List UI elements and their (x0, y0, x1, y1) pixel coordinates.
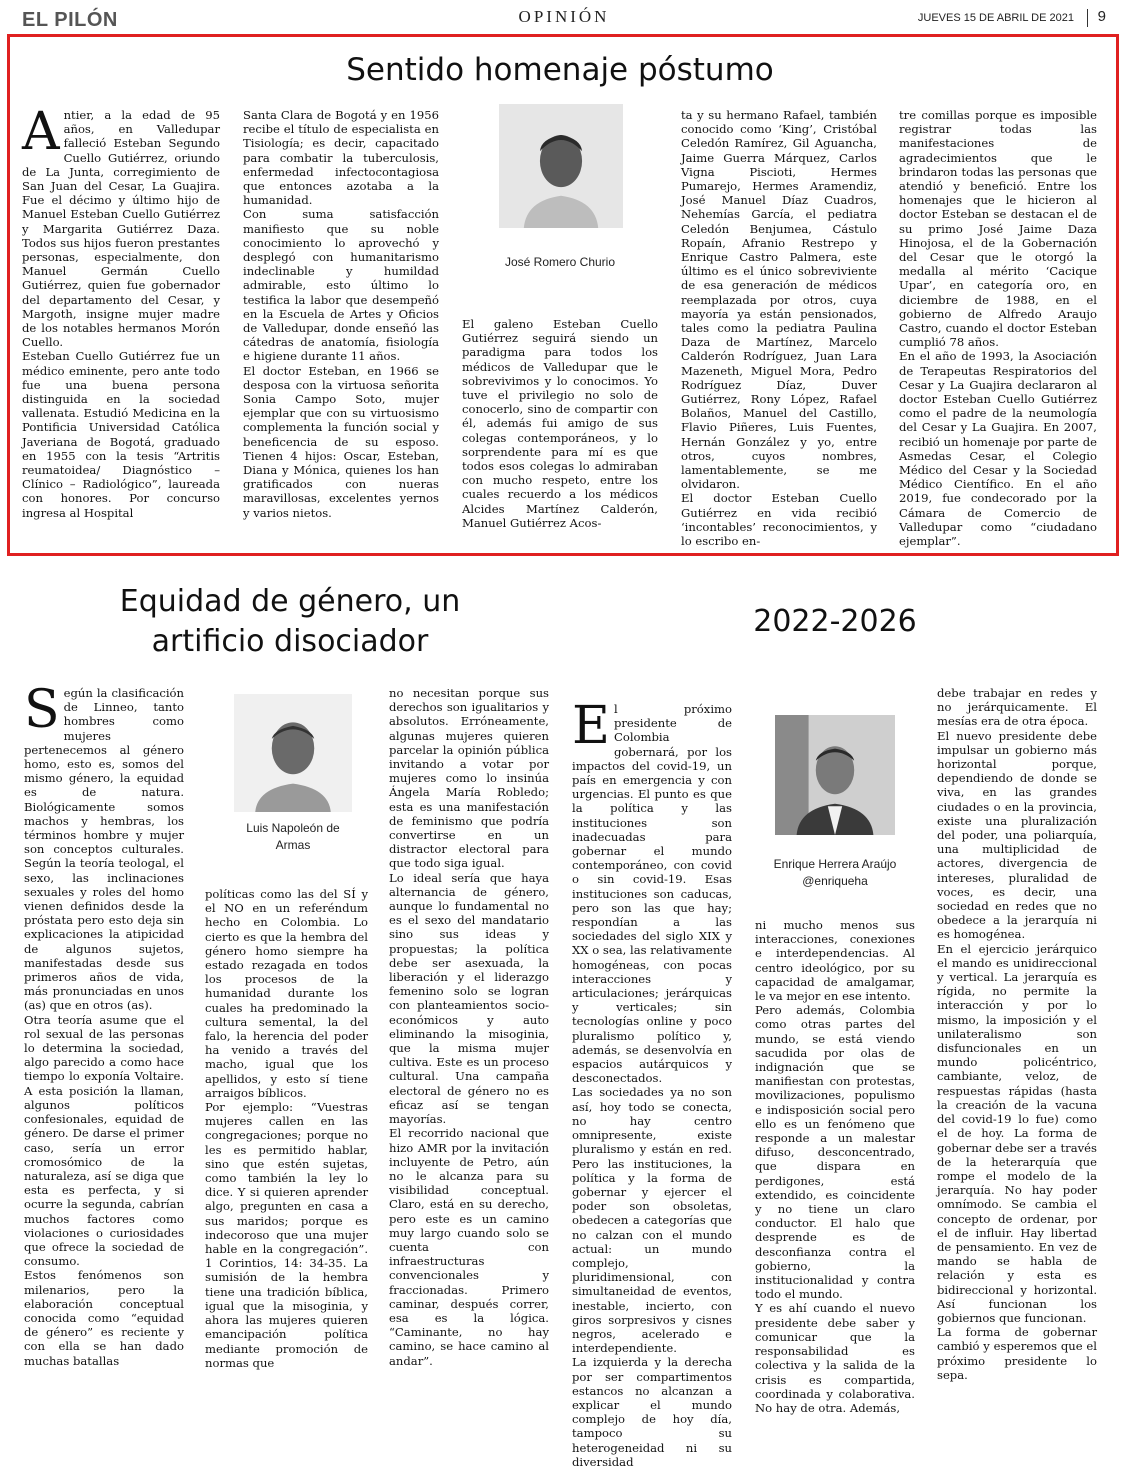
masthead-divider (1087, 9, 1088, 27)
article2-column-2 (205, 887, 368, 1392)
article3-column-3 (937, 686, 1097, 1392)
article1-author: José Romero Churio (504, 255, 616, 269)
paragraph: En el año de 1993, la Asociación de Terapeutas Respiratorios del Cesar y La Guajira declararon al doctor Esteban Cuello Gutiérrez como el padre de la neumología del Cesar y La Guajira. En 2007, recibió un homenaje por parte de Asmedas Cesar, el Colegio Médico del Cesar y la Sociedad Médico Científico. En el año 2019, fue condecorado por la Cámara de Comercio de Valledupar como “ciudadano ejemplar”. (899, 349, 1097, 549)
paragraph: La forma de gobernar cambió y esperemos que el próximo presidente lo sepa. (937, 1325, 1097, 1382)
paragraph: debe trabajar en redes y no jerárquicamente. El mesías era de otra época. (937, 686, 1097, 729)
author-photo-enrique-herrera (775, 715, 895, 835)
article3-column-1 (572, 696, 732, 1469)
paragraph: ni mucho menos sus interacciones, conexiones e interdependencias. Al centro ideológico, por su capacidad de amalgamar, le va mejor en ese intento. (755, 918, 915, 1004)
paragraph: no necesitan porque sus derechos son igualitarios y absolutos. Erróneamente, algunas mujeres quieren parcelar la opinión pública invitando a votar por mujeres como lo insinúa Ángela María Robledo; esta es una manifestación de feminismo que podría convertirse en un distractor electoral para que todo siga igual. (389, 686, 549, 871)
author-photo-luis-napoleon (234, 694, 352, 812)
paragraph: Santa Clara de Bogotá y en 1956 recibe el título de especialista en Tisiología; es decir, capacitado para combatir la tuberculosis, enfermedad infectocontagiosa que entonces azotaba a la humanidad. (243, 108, 439, 208)
portrait-icon (775, 715, 895, 835)
article2-column-1 (24, 680, 184, 1392)
article3-author (760, 856, 910, 890)
article2-author (218, 820, 368, 854)
issue-date: JUEVES 15 DE ABRIL DE 2021 (917, 12, 1074, 24)
portrait-icon (234, 694, 352, 812)
author-name-line: Armas (275, 838, 311, 852)
paragraph: El doctor Esteban, en 1966 se desposa con la virtuosa señorita Sonia Campo Soto, mujer ejemplar que con su virtuosismo complementa la función social y beneficencia de su esposo. Tienen 4 hijos: Oscar, Esteban, Diana y Mónica, quienes los han gratificados con nueras maravillosas, excelentes yernos y varios nietos. (243, 363, 439, 520)
article1-column-5 (899, 108, 1097, 549)
newspaper-logo: EL PILÓN (22, 9, 118, 31)
article1-drop-cap: A (22, 102, 60, 162)
paragraph: Las sociedades ya no son así, hoy todo se conecta, no hay centro omnipresente, existe pluralismo y están en red. Pero las instituciones, la política y la forma de gobernar y ejercer el poder son obsoletas, obedecen a categorías que no calzan con el mundo actual: un mundo complejo, pluridimensional, con simultaneidad de eventos, inestable, incierto, con giros sorpresivos y cisnes negros, acelerado e interdependiente. (572, 1085, 732, 1356)
paragraph: Estos fenómenos son milenarios, pero la elaboración conceptual conocida como “equidad de género” es reciente y con ella se han dado muchas batallas (24, 1268, 184, 1368)
portrait-icon (499, 104, 623, 228)
article1-title: Sentido homenaje póstumo (346, 52, 774, 88)
paragraph: ta y su hermano Rafael, también conocido como ‘King’, Cristóbal Celedón Ramírez, Gil Aguancha, Jaime Guerra Márquez, Carlos Vigna Piscioti, Hermes Pumarejo, Hermes Aramendiz, José Manuel Díaz Cuadros, Nehemías García, el pediatra Celedón Benjumea, Cástulo Ropaín, Afranio Restrepo y Enrique Castro Palmera, este último es el único sobreviviente de esa generación de médicos reemplazada por otros, cuya mayoría ya están pensionados, tales como la pediatra Paulina Daza de Martínez, Marcelo Calderón Rodríguez, Juan Lara Mazeneth, Miguel Mora, Pedro Rodríguez Díaz, Duver Gutiérrez, Rony López, Rafael Bolaños, Manuel del Castillo, Flavio Piñeres, Luis Fuentes, Hernán González y yo, entre otros, cuyos nombres, lamentablemente, se me olvidaron. (681, 108, 877, 492)
paragraph: El galeno Esteban Cuello Gutiérrez seguirá siendo un paradigma para todos los médicos de Valledupar que le sobrevivimos y lo conocimos. Yo tuve el privilegio no solo de conocerlo, sino de compartir con él, además fui amigo de sus colegas contemporáneos, y lo sorprendente para mí es que todos esos colegas lo admiraban con mucho respeto, entre los cuales recuerdo a los médicos Alcides Martínez Calderón, Manuel Gutiérrez Acos- (462, 317, 658, 530)
author-photo-jose-romero (499, 104, 623, 228)
paragraph: En el ejercicio jerárquico el mando es unidireccional y vertical. La jerarquía es rígida, no permite la interacción y por lo mismo, la imposición y el unilateralismo son disfuncionales en un mundo policéntrico, cambiante, veloz, de respuestas rápidas (hasta la creación de la vacuna del covid-19 lo fue) como el de hoy. La forma de gobernar debe ser a través de la heterarquía que rompe el modelo de la jerarquía. No hay poder omnímodo. Se cambia el concepto de ordenar, por el de influir. Hay libertad de pensamiento. En vez de mando se habla de relación y esta es bidireccional y horizontal. Así funcionan los gobiernos que funcionan. (937, 941, 1097, 1325)
article1-column-4 (681, 108, 877, 549)
paragraph: Lo ideal sería que haya alternancia de género, aunque lo fundamental no es el sexo del mandatario sino sus ideas y propuestas; la política debe ser asexuada, la liberación y el liderazgo femenino solo se logran con planteamientos socio-económicos y auto eliminando la misoginia, que la misma mujer cultiva. Este es un proceso cultural. Una campaña electoral de género no es eficaz así se tengan mayorías. (389, 870, 549, 1127)
paragraph: Esteban Cuello Gutiérrez fue un médico eminente, pero ante todo fue una buena persona distinguida en la sociedad vallenata. Estudió Medicina en la Pontificia Universidad Católica Javeriana de Bogotá, graduado en 1955 con la tesis “Artritis reumatoidea/ Diagnóstico – Clínico – Radiológico”, laureada con honores. Por concurso ingresa al Hospital (22, 349, 220, 520)
article2-column-3 (389, 686, 549, 1392)
paragraph: tre comillas porque es imposible registrar todas las manifestaciones de agradecimientos que le brindaron todas las personas que atendió y benefició. Entre los homenajes que le hicieron al doctor Esteban se destacan el de su primo José Jaime Daza Hinojosa, el de la Gobernación del Cesar que le otorgó la medalla al mérito ‘Cacique Upar’, en categoría oro, en diciembre de 1988, en el gobierno de Alfredo Araujo Castro, cuando el doctor Esteban cumplió 78 años. (899, 108, 1097, 350)
paragraph: políticas como las del SÍ y el NO en un referéndum hecho en Colombia. Lo cierto es que la hembra del género homo siempre ha estado rezagada en todos los procesos de la humanidad durante los cuales ha predominado la cultura semental, la del falo, la herencia del poder ha venido a través del macho, igual que los apellidos, y esto sí tiene arraigos bíblicos. (205, 887, 368, 1100)
paragraph: Por ejemplo: “Vuestras mujeres callen en las congregaciones; porque no les es permitido hablar, sino que estén sujetas, como también la ley lo dice. Y si quieren aprender algo, pregunten en casa a sus maridos; porque es indecoroso que una mujer hable en la congregación”. 1 Corintios, 14: 34-35. La sumisión de la hembra tiene una tradición bíblica, igual que la misoginia, y ahora las mujeres quieren emancipación política mediante promoción de normas que (205, 1100, 368, 1370)
paragraph: Con suma satisfacción manifiesto que su noble conocimiento lo aprovechó y desplegó con humanitarismo indeclinable y humildad admirable, esto último lo testifica la labor que desempeñó en la Escuela de Artes y Oficios de Valledupar, donde enseñó las cátedras de anatomía, fisiología e higiene durante 11 años. (243, 207, 439, 364)
paragraph: La izquierda y la derecha por ser compartimentos estancos no alcanzan a explicar el mundo complejo de hoy día, tampoco su heterogeneidad ni su diversidad (572, 1355, 732, 1469)
page-number: 9 (1097, 8, 1106, 25)
paragraph: l próximo presidente de Colombia gobernará, por los impactos del covid-19, un país en emergencia y con urgencias. El punto es que la política y las instituciones son inadecuadas para gobernar el mundo contemporáneo, con covid o sin covid-19. Esas instituciones son caducas, pero son las que hay; respondían a las sociedades del siglo XIX y XX o sea, las relativamente homogéneas, con pocas interacciones y articulaciones; jerárquicas y verticales; sin tecnologías online y poco pluralismo político y, además, se desenvolvía en espacios autárquicos y desconectados. (572, 702, 732, 1086)
article3-column-2 (755, 918, 915, 1415)
paragraph: egún la clasificación de Linneo, tanto hombres como mujeres pertenecemos al género homo, esto es, somos del mismo género, la equidad es de natura. Biológicamente somos machos y hembras, los términos hombre y mujer son conceptos culturales. Según la teoría teologal, el sexo, las inclinaciones sexuales y roles del homo vienen definidos desde la próstata pero esto deja sin explicaciones la atipicidad de algunos sujetos, manifestadas desde sus primeros años de vida, más pronunciadas en unos (as) que en otros (as). (24, 686, 184, 1013)
paragraph: Y es ahí cuando el nuevo presidente debe saber y comunicar que la responsabilidad es colectiva y la salida de la crisis es compartida, coordinada y colaborativa. No hay de otra. Además, (755, 1301, 915, 1415)
author-handle: @enriqueha (802, 874, 868, 888)
masthead (0, 0, 1128, 32)
article2-drop-cap: S (24, 680, 60, 740)
article3-drop-cap: E (572, 696, 610, 756)
paragraph: El nuevo presidente debe impulsar un gobierno más horizontal porque, dependiendo de donde se viva, en las grandes ciudades o en la provincia, existe una pluralización del poder, una poliarquía, una multiplicidad de actores, divergencia de intereses, pluralidad de voces, es decir, una sociedad en redes que no obedece a la jerarquía ni es homogénea. (937, 728, 1097, 942)
paragraph: Pero además, Colombia como otras partes del mundo, se está viendo sacudida por olas de indignación que se manifiestan con protestas, movilizaciones, populismo e indisposición social pero ello es un fenómeno que responde a un malestar difuso, desconcentrado, que dispara en perdigones, está extendido, es coincidente y no tiene un claro conductor. El halo que desprende es de desconfianza contra el gobierno, la institucionalidad y contra todo el mundo. (755, 1003, 915, 1302)
paragraph: El doctor Esteban Cuello Gutiérrez en vida recibió ‘incontables’ reconocimientos, y lo escribo en- (681, 491, 877, 549)
article3-title: 2022-2026 (753, 604, 917, 639)
article1-column-2 (243, 108, 439, 538)
article2-title: Equidad de género, un artificio disociador (119, 584, 461, 659)
article1-column-3 (462, 317, 658, 539)
paragraph: El recorrido nacional que hizo AMR por la invitación incluyente de Petro, aún no le alcanza para su visibilidad conceptual. Claro, está en su derecho, pero este es un camino muy largo cuando solo se cuenta con infraestructuras convencionales y fraccionadas. Primero caminar, después correr, esa es la lógica. “Caminante, no hay camino, se hace camino al andar”. (389, 1126, 549, 1368)
author-name-line: Enrique Herrera Araújo (773, 857, 897, 871)
section-name: OPINIÓN (518, 7, 610, 26)
paragraph: Otra teoría asume que el rol sexual de las personas lo determina la sociedad, algo parecido a como hace tiempo lo exponía Voltaire. A esta posición la llaman, algunos políticos confesionales, equidad de género. De darse el primer caso, sería un error cromosómico de la naturaleza, así se diga que esta es perfecta, y si ocurre la segunda, cabrían muchos factores como violaciones o curiosidades que ofrece la sociedad de consumo. (24, 1012, 184, 1269)
article1-column-1 (22, 102, 220, 538)
paragraph: ntier, a la edad de 95 años, en Valledupar falleció Esteban Segundo Cuello Gutiérrez, oriundo de La Junta, corregimiento de San Juan del Cesar, La Guajira. Fue el décimo y último hijo de Manuel Esteban Cuello Gutiérrez y Margarita Gutiérrez Daza. Todos sus hijos fueron prestantes personas, especialmente, don Manuel Germán Cuello Gutiérrez, quien fue gobernador del departamento del Cesar, y Margoth, insigne mujer madre de los notables hermanos Morón Cuello. (22, 108, 220, 350)
author-name-line: Luis Napoleón de (246, 821, 340, 835)
